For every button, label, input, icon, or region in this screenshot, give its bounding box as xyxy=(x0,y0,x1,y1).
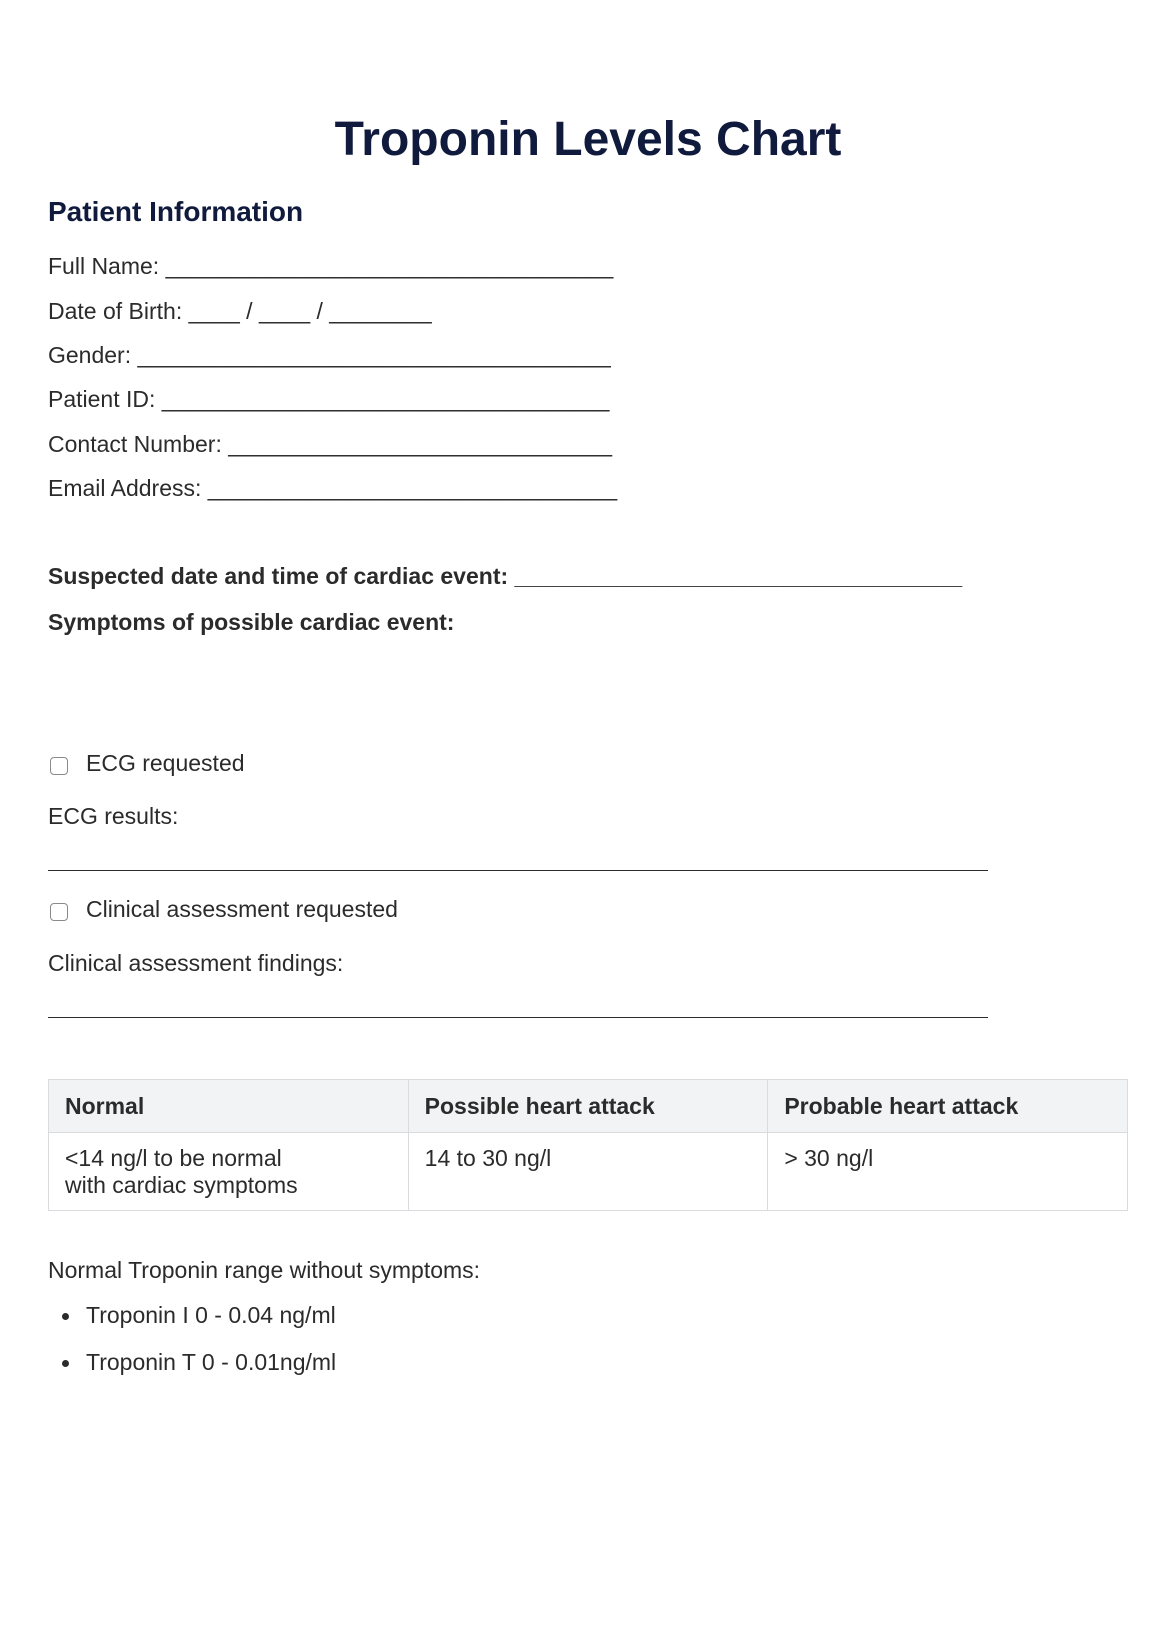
header-probable-heart-attack: Probable heart attack xyxy=(768,1080,1128,1133)
full-name-field[interactable]: Full Name: ___________________________________ xyxy=(48,253,614,279)
contact-number-field[interactable]: Contact Number: ______________________________ xyxy=(48,431,612,457)
ecg-requested-label: ECG requested xyxy=(86,749,245,776)
list-item: Troponin T 0 - 0.01ng/ml xyxy=(48,1347,336,1394)
ecg-results-label: ECG results: xyxy=(48,803,179,829)
troponin-levels-table xyxy=(48,1079,1128,1211)
clinical-findings-label: Clinical assessment findings: xyxy=(48,950,344,976)
page-title: Troponin Levels Chart xyxy=(334,113,842,166)
date-of-birth-field[interactable]: Date of Birth: ____ / ____ / ________ xyxy=(48,298,432,324)
header-normal: Normal xyxy=(49,1080,409,1133)
cell-normal xyxy=(49,1133,409,1211)
cell-possible: 14 to 30 ng/l xyxy=(408,1133,768,1211)
list-item: Troponin I 0 - 0.04 ng/ml xyxy=(48,1300,336,1347)
normal-range-list xyxy=(48,1300,336,1394)
clinical-assessment-option[interactable] xyxy=(50,894,398,924)
ecg-requested-option[interactable] xyxy=(50,748,245,778)
patient-id-field[interactable]: Patient ID: ___________________________________ xyxy=(48,386,610,412)
email-address-field[interactable]: Email Address: ________________________________ xyxy=(48,475,618,501)
clinical-assessment-label: Clinical assessment requested xyxy=(86,895,398,922)
symptoms-label: Symptoms of possible cardiac event: xyxy=(48,609,455,635)
cell-normal-line1: <14 ng/l to be normal xyxy=(65,1145,282,1171)
normal-range-label: Normal Troponin range without symptoms: xyxy=(48,1257,481,1283)
ecg-results-line[interactable] xyxy=(48,870,988,871)
clinical-assessment-checkbox[interactable] xyxy=(50,903,68,921)
table-header-row xyxy=(49,1080,1128,1133)
gender-field[interactable]: Gender: _____________________________________ xyxy=(48,342,611,368)
suspected-cardiac-event-field[interactable]: Suspected date and time of cardiac event: ___________________________________ xyxy=(48,563,963,589)
clinical-findings-line[interactable] xyxy=(48,1017,988,1018)
cell-probable: > 30 ng/l xyxy=(768,1133,1128,1211)
header-possible-heart-attack: Possible heart attack xyxy=(408,1080,768,1133)
ecg-requested-checkbox[interactable] xyxy=(50,757,68,775)
table-row xyxy=(49,1133,1128,1211)
patient-information-heading: Patient Information xyxy=(48,196,304,227)
cell-normal-line2: with cardiac symptoms xyxy=(65,1172,298,1198)
